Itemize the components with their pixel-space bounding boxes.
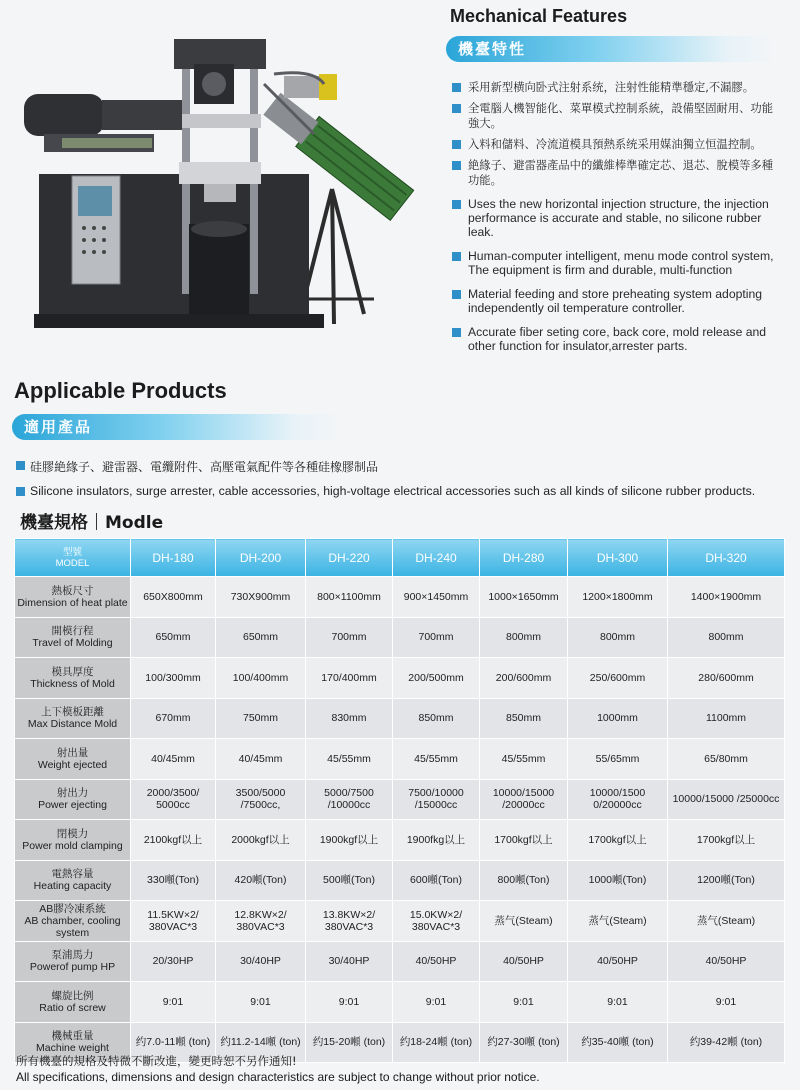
table-cell: 500噸(Ton) bbox=[306, 860, 393, 901]
table-cell: 9:01 bbox=[216, 982, 306, 1023]
row-label-en: Travel of Molding bbox=[32, 637, 113, 650]
feature-item-en: Human-computer intelligent, menu mode control system, The equipment is firm and durable, multi-function bbox=[450, 249, 780, 277]
table-cell: 40/50HP bbox=[668, 941, 785, 982]
table-cell: 2100kgf以上 bbox=[131, 820, 216, 861]
row-label-zh: 閉模力 bbox=[56, 827, 89, 840]
table-cell: 3500/5000 /7500cc, bbox=[216, 779, 306, 820]
model-column-header: DH-320 bbox=[668, 539, 785, 577]
applicable-line-en: Silicone insulators, surge arrester, cable accessories, high-voltage electrical accessories such as all kinds of silicone rubber products. bbox=[14, 484, 755, 498]
row-label-cell bbox=[15, 901, 131, 942]
table-cell: 约7.0-11噸 (ton) bbox=[131, 1022, 216, 1063]
table-cell: 蒸气(Steam) bbox=[668, 901, 785, 942]
table-cell: 850mm bbox=[480, 698, 568, 739]
row-label-zh: 射出量 bbox=[56, 746, 89, 759]
table-cell: 9:01 bbox=[306, 982, 393, 1023]
title-divider bbox=[96, 513, 97, 530]
row-label-cell bbox=[15, 820, 131, 861]
row-label-zh: AB膠冷凍系統 bbox=[39, 902, 106, 915]
model-header-cell: 型號 MODEL bbox=[15, 539, 131, 577]
table-cell: 9:01 bbox=[131, 982, 216, 1023]
table-cell: 30/40HP bbox=[216, 941, 306, 982]
row-label-cell bbox=[15, 658, 131, 699]
model-column-header: DH-280 bbox=[480, 539, 568, 577]
table-cell: 1700kgf以上 bbox=[668, 820, 785, 861]
table-cell: 800mm bbox=[480, 617, 568, 658]
feature-item-zh: 全電腦人機智能化、菜單模式控制系統，設備堅固耐用、功能強大。 bbox=[450, 101, 780, 131]
features-title: Mechanical Features bbox=[450, 6, 628, 26]
table-cell: 200/600mm bbox=[480, 658, 568, 699]
row-label-zh: 開模行程 bbox=[51, 625, 94, 638]
row-label-en: Ratio of screw bbox=[39, 1001, 106, 1014]
table-row bbox=[15, 698, 785, 739]
model-column-header: DH-300 bbox=[568, 539, 668, 577]
table-cell: 650X800mm bbox=[131, 577, 216, 618]
table-cell: 45/55mm bbox=[480, 739, 568, 780]
table-cell: 15.0KW×2/ 380VAC*3 bbox=[393, 901, 480, 942]
table-cell: 100/400mm bbox=[216, 658, 306, 699]
table-cell: 11.5KW×2/ 380VAC*3 bbox=[131, 901, 216, 942]
row-label-cell bbox=[15, 779, 131, 820]
table-cell: 1200噸(Ton) bbox=[668, 860, 785, 901]
table-cell: 900×1450mm bbox=[393, 577, 480, 618]
applicable-subtitle: 適用產品 bbox=[12, 414, 342, 440]
table-row bbox=[15, 739, 785, 780]
feature-item-zh: 采用新型横向卧式注射系统，注射性能精準穩定,不漏膠。 bbox=[450, 80, 780, 95]
row-label-en: Max Distance Mold bbox=[27, 718, 118, 731]
table-row bbox=[15, 860, 785, 901]
row-label-en: Power mold clamping bbox=[22, 839, 123, 852]
row-label-zh: 螺旋比例 bbox=[51, 989, 94, 1002]
table-cell: 2000kgf以上 bbox=[216, 820, 306, 861]
table-cell: 40/50HP bbox=[393, 941, 480, 982]
features-list bbox=[450, 80, 780, 363]
table-cell: 1400×1900mm bbox=[668, 577, 785, 618]
table-cell: 650mm bbox=[131, 617, 216, 658]
model-column-header: DH-240 bbox=[393, 539, 480, 577]
table-cell: 10000/15000 /25000cc bbox=[668, 779, 785, 820]
table-row bbox=[15, 901, 785, 942]
table-cell: 730X900mm bbox=[216, 577, 306, 618]
bullet-square-icon bbox=[452, 83, 461, 92]
bullet-square-icon bbox=[452, 200, 461, 209]
bullet-square-icon bbox=[452, 104, 461, 113]
table-row bbox=[15, 617, 785, 658]
table-cell: 1000噸(Ton) bbox=[568, 860, 668, 901]
footnote-zh: 所有機臺的規格及特微不斷改進，變更時恕不另作通知! bbox=[16, 1054, 297, 1068]
row-label-zh: 上下模板距離 bbox=[41, 706, 104, 719]
machine-illustration bbox=[14, 14, 424, 344]
spec-title: 機臺規格 Modle bbox=[20, 513, 164, 533]
table-cell: 9:01 bbox=[393, 982, 480, 1023]
table-cell: 7500/10000 /15000cc bbox=[393, 779, 480, 820]
table-cell: 830mm bbox=[306, 698, 393, 739]
table-cell: 420噸(Ton) bbox=[216, 860, 306, 901]
table-cell: 65/80mm bbox=[668, 739, 785, 780]
table-cell: 9:01 bbox=[568, 982, 668, 1023]
table-cell: 约11.2-14噸 (ton) bbox=[216, 1022, 306, 1063]
row-label-cell bbox=[15, 941, 131, 982]
row-label-en: Weight ejected bbox=[37, 758, 108, 771]
table-row bbox=[15, 820, 785, 861]
table-cell: 800mm bbox=[668, 617, 785, 658]
table-cell: 850mm bbox=[393, 698, 480, 739]
table-cell: 约39-42噸 (ton) bbox=[668, 1022, 785, 1063]
table-cell: 13.8KW×2/ 380VAC*3 bbox=[306, 901, 393, 942]
row-label-en: AB chamber, cooling system bbox=[24, 914, 121, 939]
table-cell: 650mm bbox=[216, 617, 306, 658]
bullet-square-icon bbox=[452, 140, 461, 149]
table-cell: 55/65mm bbox=[568, 739, 668, 780]
row-label-cell bbox=[15, 577, 131, 618]
table-cell: 约27-30噸 (ton) bbox=[480, 1022, 568, 1063]
applicable-title: Applicable Products bbox=[14, 378, 227, 403]
bullet-square-icon bbox=[452, 328, 461, 337]
table-cell: 700mm bbox=[393, 617, 480, 658]
row-label-cell bbox=[15, 739, 131, 780]
table-cell: 40/50HP bbox=[568, 941, 668, 982]
feature-item-en: Accurate fiber seting core, back core, mold release and other function for insulator,arrester parts. bbox=[450, 325, 780, 353]
table-cell: 45/55mm bbox=[393, 739, 480, 780]
row-label-cell bbox=[15, 860, 131, 901]
row-label-cell bbox=[15, 617, 131, 658]
bullet-square-icon bbox=[452, 252, 461, 261]
bullet-square-icon bbox=[452, 161, 461, 170]
model-column-header: DH-220 bbox=[306, 539, 393, 577]
table-cell: 约18-24噸 (ton) bbox=[393, 1022, 480, 1063]
table-row bbox=[15, 658, 785, 699]
features-subtitle: 機臺特性 bbox=[446, 36, 776, 62]
table-cell: 1100mm bbox=[668, 698, 785, 739]
feature-item-en: Uses the new horizontal injection structure, the injection performance is accurate and stable, no silicone rubber leak. bbox=[450, 197, 780, 239]
table-cell: 9:01 bbox=[668, 982, 785, 1023]
spec-table bbox=[14, 538, 785, 1063]
table-cell: 800噸(Ton) bbox=[480, 860, 568, 901]
table-row bbox=[15, 982, 785, 1023]
applicable-line-zh: 硅膠絶緣子、避雷器、電纜附件、高壓電氣配件等各種硅橡膠制品 bbox=[14, 458, 378, 475]
table-cell: 1200×1800mm bbox=[568, 577, 668, 618]
feature-item-en: Material feeding and store preheating system adopting independently oil temperature controller. bbox=[450, 287, 780, 315]
table-cell: 10000/1500 0/20000cc bbox=[568, 779, 668, 820]
row-label-en: Machine weight bbox=[36, 1042, 109, 1055]
table-cell: 800mm bbox=[568, 617, 668, 658]
table-cell: 约15-20噸 (ton) bbox=[306, 1022, 393, 1063]
table-header-row bbox=[15, 539, 785, 577]
table-cell: 5000/7500 /10000cc bbox=[306, 779, 393, 820]
table-row bbox=[15, 577, 785, 618]
table-cell: 2000/3500/ 5000cc bbox=[131, 779, 216, 820]
table-cell: 330噸(Ton) bbox=[131, 860, 216, 901]
table-cell: 1700kgf以上 bbox=[480, 820, 568, 861]
row-label-cell bbox=[15, 698, 131, 739]
row-label-zh: 熱板尺寸 bbox=[51, 584, 94, 597]
footnote-en: All specifications, dimensions and design characteristics are subject to change without prior notice. bbox=[16, 1070, 540, 1084]
table-row bbox=[15, 779, 785, 820]
table-cell: 40/50HP bbox=[480, 941, 568, 982]
table-cell: 1700kgf以上 bbox=[568, 820, 668, 861]
row-label-zh: 模具厚度 bbox=[51, 665, 94, 678]
table-cell: 750mm bbox=[216, 698, 306, 739]
table-cell: 200/500mm bbox=[393, 658, 480, 699]
table-cell: 约35-40噸 (ton) bbox=[568, 1022, 668, 1063]
table-cell: 30/40HP bbox=[306, 941, 393, 982]
table-cell: 蒸气(Steam) bbox=[480, 901, 568, 942]
table-cell: 20/30HP bbox=[131, 941, 216, 982]
model-column-header: DH-200 bbox=[216, 539, 306, 577]
row-label-zh: 射出力 bbox=[56, 787, 89, 800]
table-cell: 9:01 bbox=[480, 982, 568, 1023]
table-cell: 12.8KW×2/ 380VAC*3 bbox=[216, 901, 306, 942]
model-column-header: DH-180 bbox=[131, 539, 216, 577]
table-cell: 600噸(Ton) bbox=[393, 860, 480, 901]
row-label-cell bbox=[15, 982, 131, 1023]
table-cell: 40/45mm bbox=[131, 739, 216, 780]
feature-item-zh: 絶緣子、避雷器產品中的纖維棒準確定芯、退芯、脫模等多種功能。 bbox=[450, 158, 780, 188]
table-cell: 10000/15000 /20000cc bbox=[480, 779, 568, 820]
table-cell: 800×1100mm bbox=[306, 577, 393, 618]
table-cell: 250/600mm bbox=[568, 658, 668, 699]
table-cell: 100/300mm bbox=[131, 658, 216, 699]
feature-item-zh: 入料和儲料、冷流道模具預熱系统采用媒油獨立恒温控制。 bbox=[450, 137, 780, 152]
table-cell: 45/55mm bbox=[306, 739, 393, 780]
row-label-zh: 電熱容量 bbox=[51, 868, 94, 881]
table-cell: 700mm bbox=[306, 617, 393, 658]
table-cell: 1900kgf以上 bbox=[306, 820, 393, 861]
row-label-en: Powerof pump HP bbox=[29, 961, 116, 974]
table-cell: 1000mm bbox=[568, 698, 668, 739]
bullet-square-icon bbox=[452, 290, 461, 299]
table-cell: 170/400mm bbox=[306, 658, 393, 699]
bullet-square-icon bbox=[16, 487, 25, 496]
table-cell: 40/45mm bbox=[216, 739, 306, 780]
table-row bbox=[15, 941, 785, 982]
table-cell: 670mm bbox=[131, 698, 216, 739]
row-label-zh: 機械重量 bbox=[51, 1030, 94, 1043]
bullet-square-icon bbox=[16, 461, 25, 470]
table-cell: 1900fkg以上 bbox=[393, 820, 480, 861]
table-cell: 1000×1650mm bbox=[480, 577, 568, 618]
row-label-en: Heating capacity bbox=[33, 880, 112, 893]
row-label-en: Thickness of Mold bbox=[30, 677, 115, 690]
table-cell: 蒸气(Steam) bbox=[568, 901, 668, 942]
table-cell: 280/600mm bbox=[668, 658, 785, 699]
row-label-en: Dimension of heat plate bbox=[17, 596, 128, 609]
row-label-en: Power ejecting bbox=[38, 799, 107, 812]
row-label-zh: 泵浦馬力 bbox=[51, 949, 94, 962]
